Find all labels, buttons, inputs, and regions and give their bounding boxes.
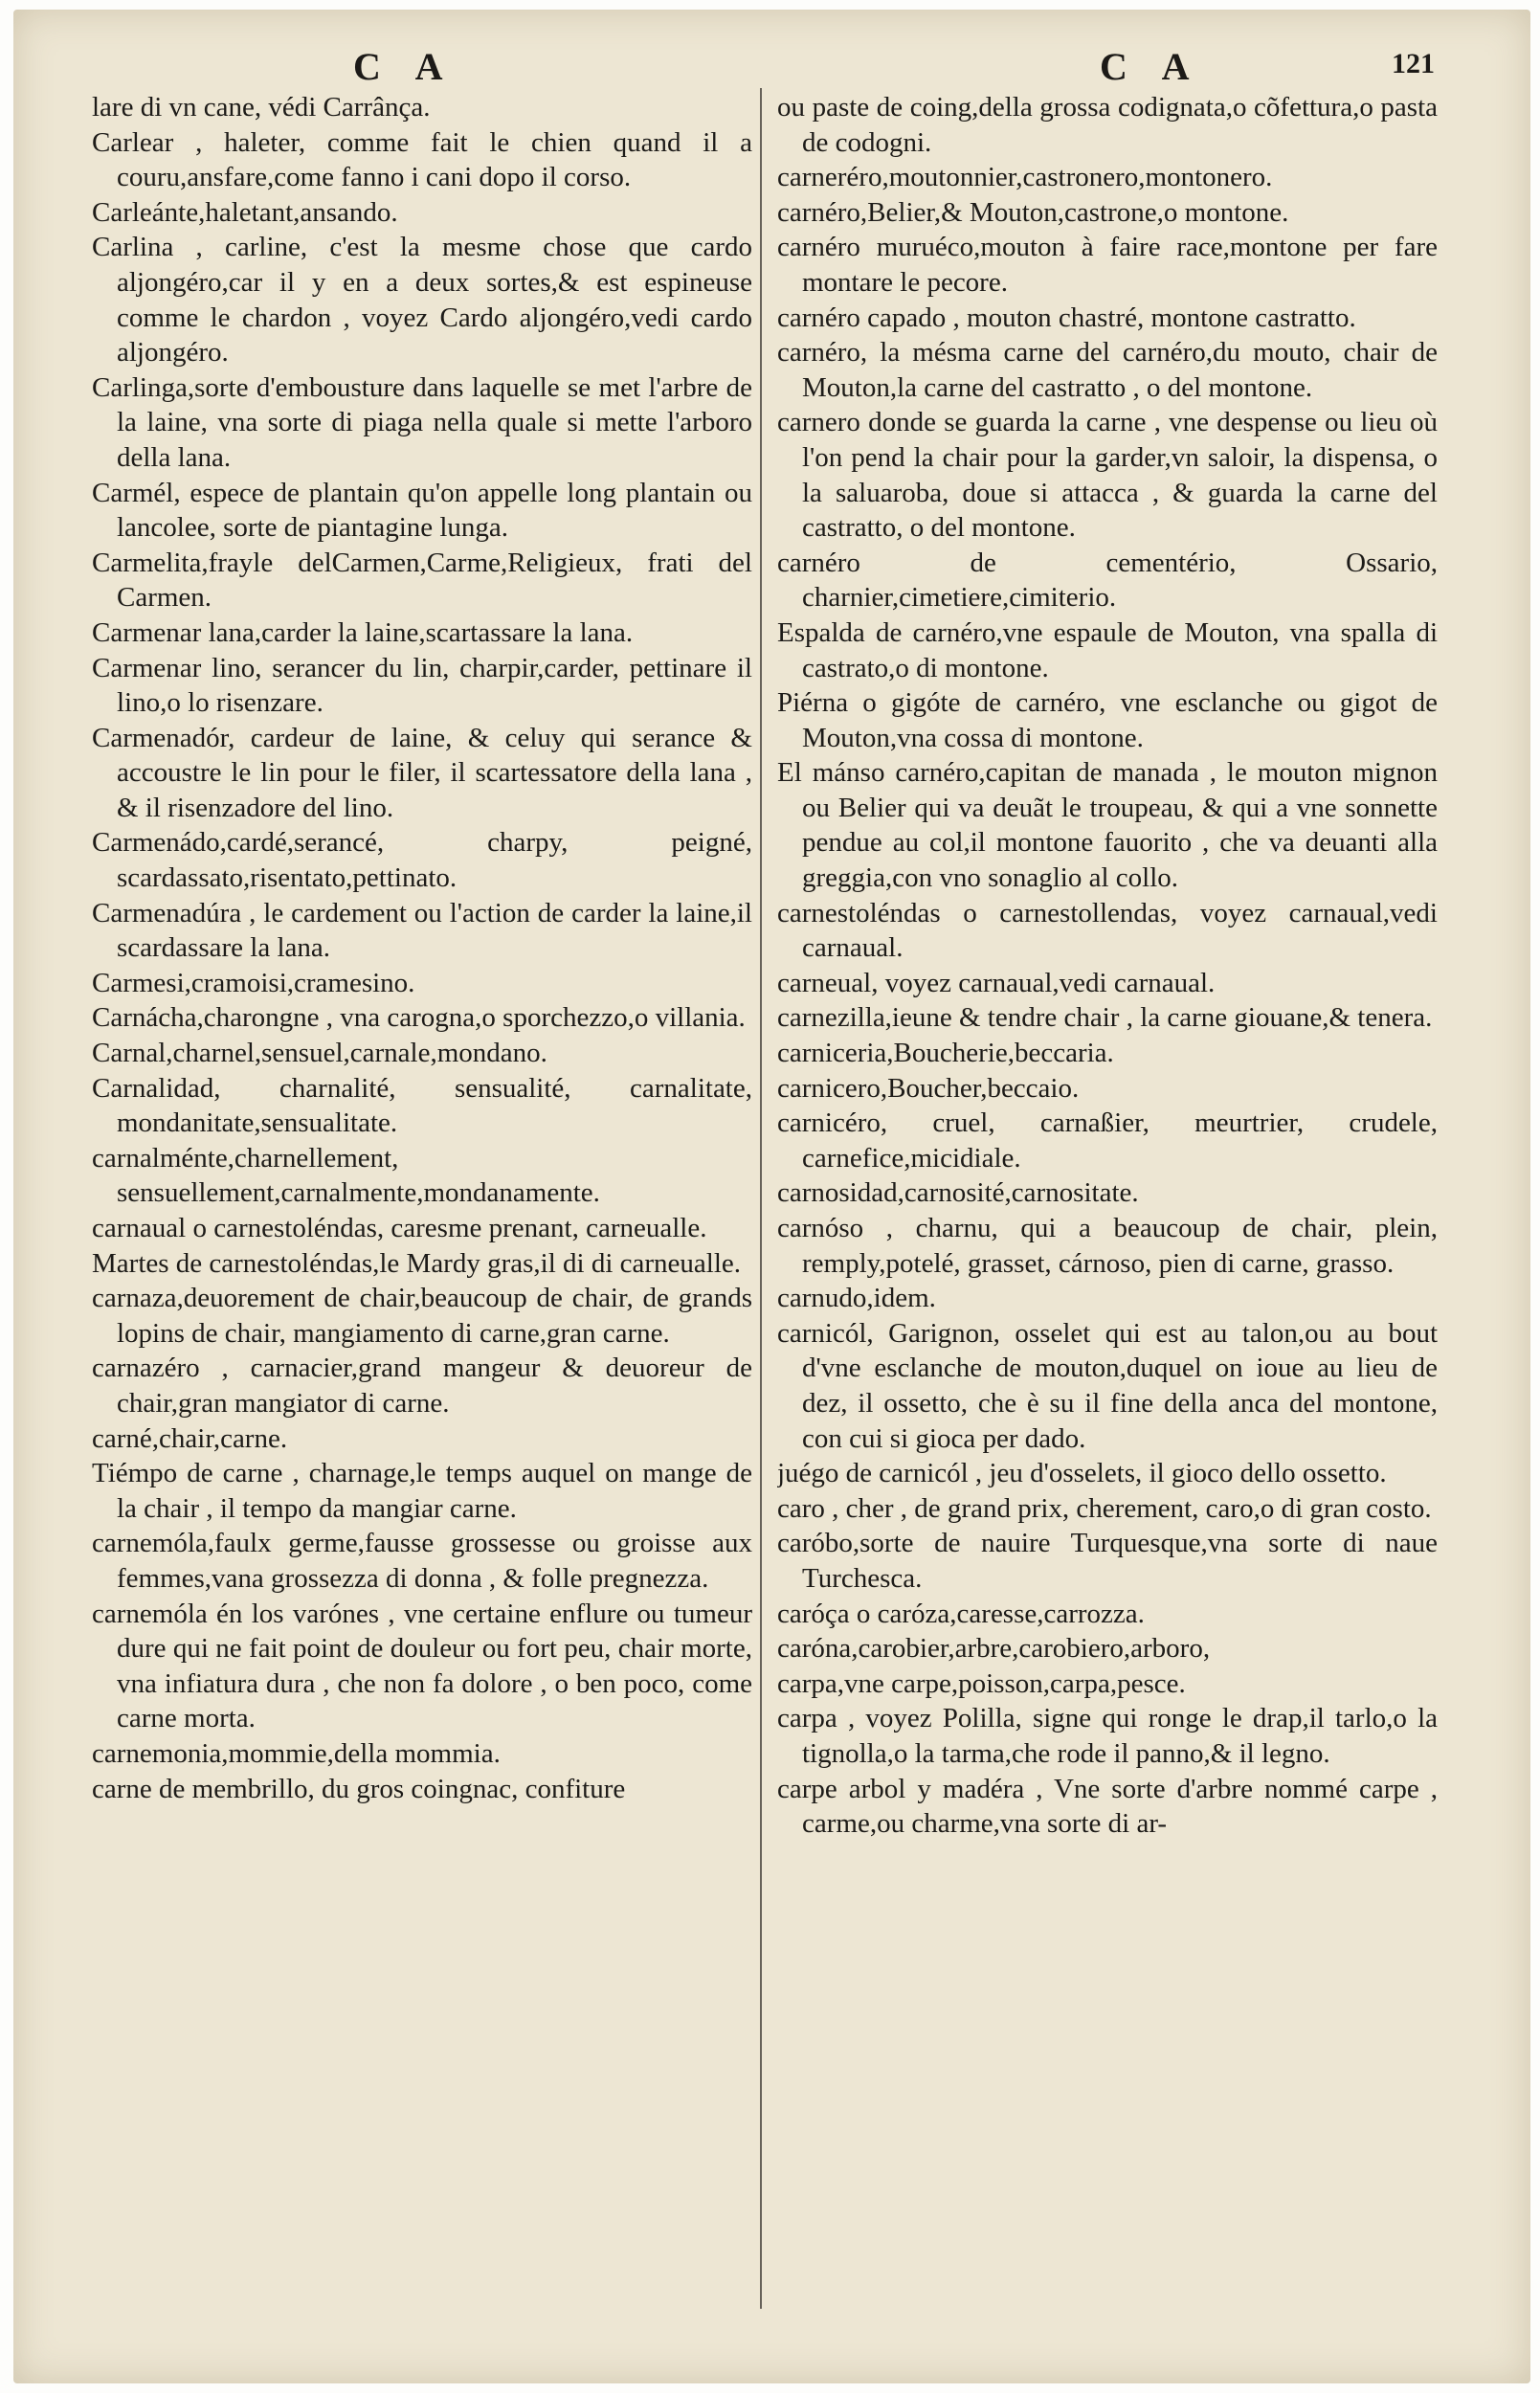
dictionary-entry: carneréro,moutonnier,castronero,montonero. [777, 162, 1273, 193]
column-divider [760, 88, 762, 2309]
dictionary-entry: carnezilla,ieune & tendre chair , la carne giouane,& tenera. [777, 1002, 1433, 1034]
running-head-right: C A [1100, 45, 1203, 88]
dictionary-entry: Carnal,charnel,sensuel,carnale,mondano. [92, 1038, 547, 1069]
dictionary-entry: carnestoléndas o carnestollendas, voyez carnaual,vedi carnaual. [777, 897, 1438, 964]
dictionary-entry: Carmenadúra , le cardement ou l'action de carder la laine,il scardassare la lana. [92, 897, 752, 964]
dictionary-entry: carnóso , charnu, qui a beaucoup de chair, plein, remply,potelé, grasset, cárnoso, pien di carne, grasso. [777, 1213, 1438, 1279]
dictionary-entry: carnemóla én los varónes , vne certaine enflure ou tumeur dure qui ne fait point de douleur ou fort peu, chair morte, vna infiatura dura , che non fa dolore , o ben poco, come carne morta. [92, 1598, 752, 1734]
dictionary-entry: carnudo,idem. [777, 1283, 936, 1314]
dictionary-entry: Piérna o gigóte de carnéro, vne esclanche ou gigot de Mouton,vna cossa di montone. [777, 687, 1438, 753]
dictionary-entry: Carmenar lana,carder la laine,scartassare la lana. [92, 616, 634, 648]
dictionary-entry: Tiémpo de carne , charnage,le temps auquel on mange de la chair , il tempo da mangiar carne. [92, 1458, 752, 1524]
dictionary-entry: Carmenádo,cardé,serancé, charpy, peigné, scardassato,risentato,pettinato. [92, 827, 752, 894]
dictionary-entry: carnéro, la mésma carne del carnéro,du mouto, chair de Mouton,la carne del castratto , o del montone. [777, 337, 1438, 403]
dictionary-entry: carnéro muruéco,mouton à faire race,montone per fare montare le pecore. [777, 232, 1438, 298]
dictionary-entry: juégo de carnicól , jeu d'osselets, il gioco dello ossetto. [777, 1458, 1387, 1489]
dictionary-entry: caro , cher , de grand prix, cherement, caro,o di gran costo. [777, 1492, 1432, 1524]
dictionary-entry: carnemóla,faulx germe,fausse grossesse ou groisse aux femmes,vana grossezza di donna , & folle pregnezza. [92, 1528, 752, 1594]
dictionary-entry: carnéro,Belier,& Mouton,castrone,o montone. [777, 196, 1289, 228]
dictionary-entry: carnemonia,mommie,della mommia. [92, 1737, 501, 1769]
dictionary-entry: caróna,carobier,arbre,carobiero,arboro, [777, 1633, 1211, 1665]
dictionary-entry: carnazéro , carnacier,grand mangeur & deuoreur de chair,gran mangiator di carne. [92, 1353, 752, 1419]
dictionary-entry: Carmelita,frayle delCarmen,Carme,Religieux, frati del Carmen. [92, 547, 752, 614]
dictionary-entry: lare di vn cane, védi Carrânça. [92, 92, 431, 123]
dictionary-entry: El mánso carnéro,capitan de manada , le mouton mignon ou Belier qui va deuãt le troupeau, & qui a vne sonnette pendue au col,il montone fauorito , che va deuanti alla greggia,con vno sonaglio al collo. [777, 757, 1438, 894]
dictionary-entry: carneual, voyez carnaual,vedi carnaual. [777, 967, 1216, 998]
dictionary-entry: Carnácha,charongne , vna carogna,o sporchezzo,o villania. [92, 1002, 746, 1034]
dictionary-entry: carnosidad,carnosité,carnositate. [777, 1177, 1139, 1209]
dictionary-entry: carpe arbol y madéra , Vne sorte d'arbre nommé carpe , carme,ou charme,vna sorte di ar- [777, 1773, 1438, 1840]
dictionary-entry: Carmenadór, cardeur de laine, & celuy qui serance & accoustre le lin pour le filer, il scartessatore della lana , & il risenzadore del lino. [92, 722, 752, 823]
dictionary-entry: carnaual o carnestoléndas, caresme prenant, carneualle. [92, 1213, 707, 1243]
dictionary-entry: carnicéro, cruel, carnaßier, meurtrier, crudele, carnefice,micidiale. [777, 1107, 1438, 1174]
page-number: 121 [1392, 48, 1435, 79]
left-column [92, 90, 752, 2301]
dictionary-entry: caróça o caróza,caresse,carrozza. [777, 1598, 1145, 1629]
right-column [777, 90, 1438, 2301]
dictionary-entry: carné,chair,carne. [92, 1422, 288, 1454]
dictionary-entry: carpa,vne carpe,poisson,carpa,pesce. [777, 1667, 1186, 1699]
dictionary-entry: ou paste de coing,della grossa codignata,o cõfettura,o pasta de codogni. [777, 92, 1438, 158]
dictionary-entry: Carmesi,cramoisi,cramesino. [92, 967, 415, 998]
running-head-left: C A [353, 45, 457, 88]
dictionary-entry: Carlina , carline, c'est la mesme chose que cardo aljongéro,car il y en a deux sortes,& est espineuse comme le chardon , voyez Cardo aljongéro,vedi cardo aljongéro. [92, 232, 752, 369]
dictionary-entry: carnero donde se guarda la carne , vne despense ou lieu où l'on pend la chair pour la garder,vn saloir, la dispensa, o la saluaroba, doue si attacca , & guarda la carne del castratto, o del montone. [777, 407, 1438, 544]
dictionary-entry: carnaza,deuorement de chair,beaucoup de chair, de grands lopins de chair, mangiamento di carne,gran carne. [92, 1283, 752, 1349]
dictionary-entry: carniceria,Boucherie,beccaria. [777, 1038, 1114, 1069]
dictionary-entry: Carleánte,haletant,ansando. [92, 196, 398, 228]
dictionary-entry: Carmenar lino, serancer du lin, charpir,carder, pettinare il lino,o lo risenzare. [92, 652, 752, 719]
dictionary-entry: carnicero,Boucher,beccaio. [777, 1072, 1080, 1104]
dictionary-entry: Carlear , haleter, comme fait le chien quand il a couru,ansfare,come fanno i cani dopo il corso. [92, 126, 752, 193]
dictionary-entry: Carnalidad, charnalité, sensualité, carnalitate, mondanitate,sensualitate. [92, 1072, 752, 1139]
dictionary-entry: carnéro de cementério, Ossario, charnier,cimetiere,cimiterio. [777, 547, 1438, 614]
dictionary-entry: carnicól, Garignon, osselet qui est au talon,ou au bout d'vne esclanche de mouton,duquel on ioue au lieu de dez, il ossetto, che è su il fine della anca del montone, con cui si gioca per dado. [777, 1317, 1438, 1454]
dictionary-entry: carpa , voyez Polilla, signe qui ronge le drap,il tarlo,o la tignolla,o la tarma,che rode il panno,& il legno. [777, 1703, 1438, 1769]
dictionary-entry: carne de membrillo, du gros coingnac, confiture [92, 1773, 626, 1804]
dictionary-entry: carnalménte,charnellement, sensuellement,carnalmente,mondanamente. [92, 1142, 600, 1209]
dictionary-entry: Martes de carnestoléndas,le Mardy gras,il di di carneualle. [92, 1247, 742, 1279]
dictionary-entry: caróbo,sorte de nauire Turquesque,vna sorte di naue Turchesca. [777, 1528, 1438, 1594]
dictionary-entry: Espalda de carnéro,vne espaule de Mouton, vna spalla di castrato,o di montone. [777, 616, 1438, 683]
dictionary-entry: Carmél, espece de plantain qu'on appelle long plantain ou lancolee, sorte de piantagine lunga. [92, 477, 752, 544]
dictionary-entry: Carlinga,sorte d'embousture dans laquelle se met l'arbre de la laine, vna sorte di piaga nella quale si mette l'arboro della lana. [92, 371, 752, 473]
dictionary-entry: carnéro capado , mouton chastré, montone castratto. [777, 302, 1356, 333]
